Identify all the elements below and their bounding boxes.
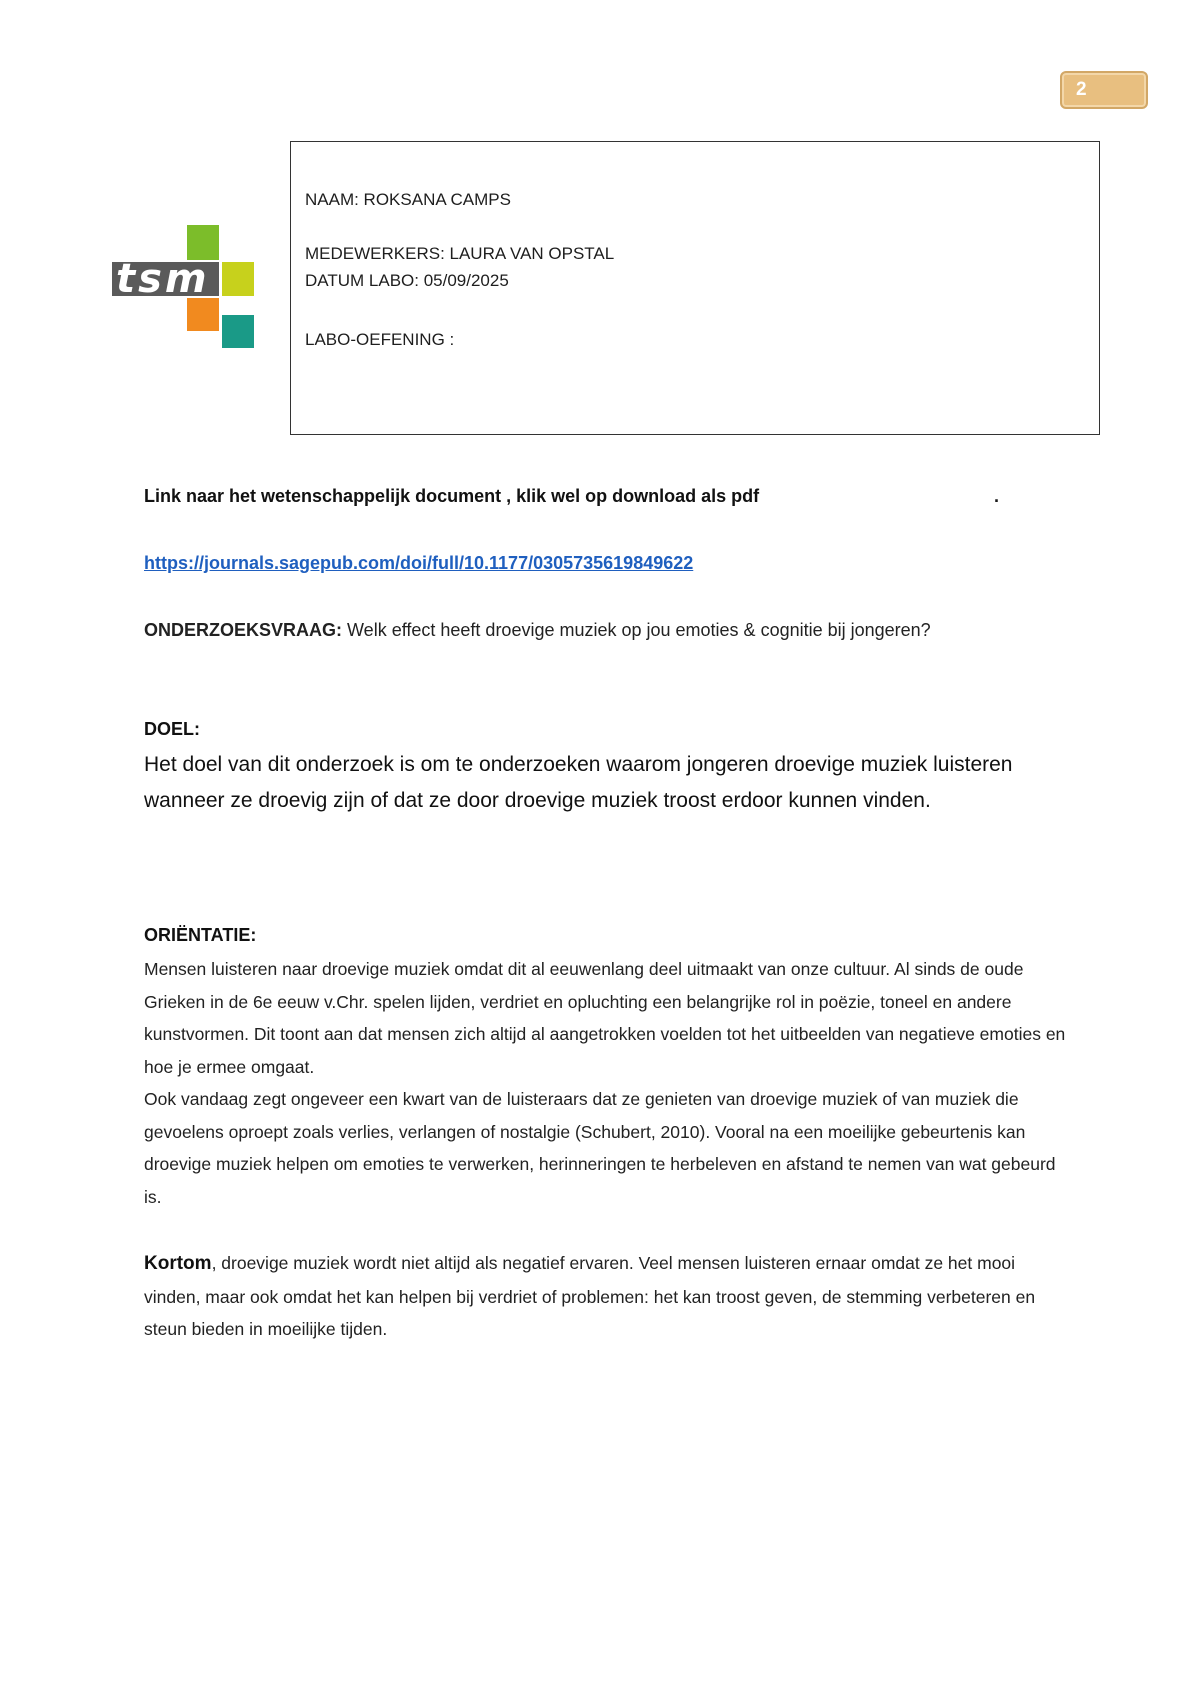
link-intro-dot: . (994, 486, 1000, 506)
logo-square-green (187, 225, 219, 260)
logo-text: tsm (116, 256, 210, 302)
orientatie-paragraph-1: Mensen luisteren naar droevige muziek omdat dit al eeuwenlang deel uitmaakt van onze cultuur. Al sinds de oude Grieken in de 6e eeuw v.Chr. spelen lijden, verdriet en opluchting een belangrijke rol in poëzie, toneel en andere kunstvormen. Dit toont aan dat mensen zich altijd al aangetrokken voelden tot het uitbeelden van negatieve emoties en hoe je ermee omgaat. (144, 959, 1066, 1077)
research-question-text: Welk effect heeft droevige muziek op jou emoties & cognitie bij jongeren? (342, 620, 931, 640)
research-question (144, 620, 931, 641)
tsm-logo (112, 225, 262, 350)
link-intro: Link naar het wetenschappelijk document , klik wel op download als pdf (144, 486, 760, 506)
logo-square-teal (222, 315, 254, 348)
labo-oefening-field: LABO-OEFENING : (305, 330, 455, 349)
kortom-lead: Kortom (144, 1253, 212, 1274)
datum-labo-field: DATUM LABO: 05/09/2025 (305, 271, 509, 290)
kortom-text: , droevige muziek wordt niet altijd als negatief ervaren. Veel mensen luisteren ernaar omdat ze het mooi vinden, maar ook omdat het kan helpen bij verdriet of problemen: het kan troost geven, de stemming verbeteren en steun bieden in moeilijke tijden. (144, 1253, 1036, 1339)
kortom-paragraph (144, 1247, 1074, 1346)
logo-square-yellow-green (222, 262, 254, 296)
research-question-label: ONDERZOEKSVRAAG: (144, 620, 343, 640)
doel-body: Het doel van dit onderzoek is om te onderzoeken waarom jongeren droevige muziek luisteren wanneer ze droevig zijn of dat ze door droevige muziek troost erdoor kunnen vinden. (144, 753, 1013, 812)
page-number-badge: 2 (1060, 71, 1148, 109)
orientatie-paragraph-2: Ook vandaag zegt ongeveer een kwart van de luisteraars dat ze genieten van droevige muziek of van muziek die gevoelens oproept zoals verlies, verlangen of nostalgie (Schubert, 2010). Vooral na een moeilijke gebeurtenis kan droevige muziek helpen om emoties te verwerken, herinneringen te herbeleven en afstand te nemen van wat gebeurd is. (144, 1089, 1056, 1207)
logo-square-orange (187, 298, 219, 331)
header-info-box (290, 141, 1100, 435)
orientatie-heading: ORIËNTATIE: (144, 925, 257, 945)
medewerkers-field: MEDEWERKERS: LAURA VAN OPSTAL (305, 244, 615, 263)
doel-heading: DOEL: (144, 719, 200, 739)
naam-field: NAAM: ROKSANA CAMPS (305, 190, 511, 209)
article-link[interactable]: https://journals.sagepub.com/doi/full/10.1177/0305735619849622 (144, 553, 694, 573)
